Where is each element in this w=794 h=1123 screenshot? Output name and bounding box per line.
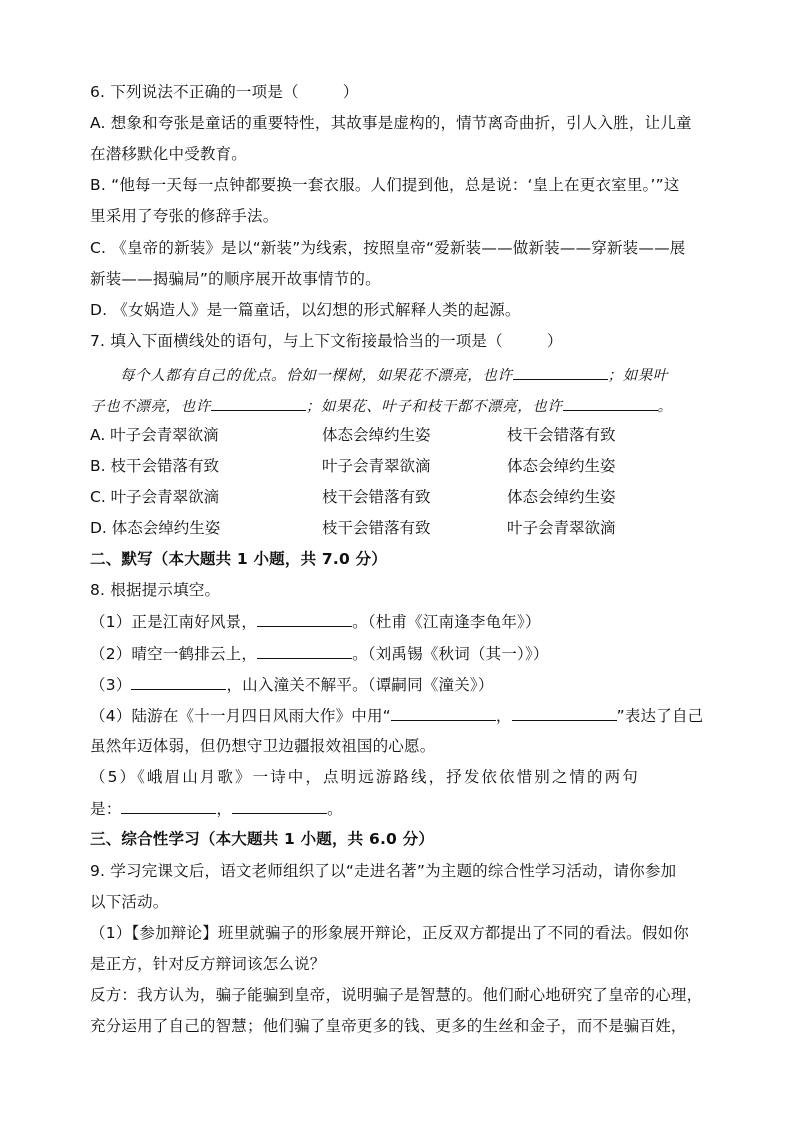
q9-stem-line1: 9. 学习完课文后，语文老师组织了以“走进名著”为主题的综合性学习活动，请你参加 bbox=[90, 862, 677, 880]
q8-item-5-line1: （5）《峨眉山月歌》一诗中，点明远游路线，抒发依依惜别之情的两句 bbox=[90, 768, 640, 786]
q8-item-4-text-end: ”表达了自己 bbox=[616, 707, 704, 725]
q8-item-4-line1 bbox=[90, 705, 710, 726]
q6-option-c-line2: 新装——揭骗局”的顺序展开故事情节的。 bbox=[90, 270, 381, 288]
q7-blank-1[interactable] bbox=[513, 364, 608, 380]
q9-sub1-line1: （1）【参加辩论】班里就骗子的形象展开辩论，正反双方都提出了不同的看法。假如你 bbox=[90, 924, 689, 942]
q7-option-b bbox=[90, 456, 710, 476]
q7-stem-close: ） bbox=[546, 332, 563, 350]
q8-item-1-source: 。（杜甫《江南逢李龟年》） bbox=[352, 613, 541, 631]
q8-blank-5a[interactable] bbox=[121, 798, 216, 814]
q7-option-c bbox=[90, 487, 710, 507]
q7-option-d-col1: D. 体态会绰约生姿 bbox=[90, 519, 221, 537]
q8-item-5-period: 。 bbox=[327, 800, 343, 818]
section2-heading: 二、默写（本大题共 1 小题，共 7.0 分） bbox=[90, 550, 387, 568]
q8-stem: 8. 根据提示填空。 bbox=[90, 581, 221, 599]
q8-item-3 bbox=[90, 674, 710, 695]
q7-option-d-col3: 叶子会青翠欲滴 bbox=[507, 519, 616, 537]
q7-option-a-col1: A. 叶子会青翠欲滴 bbox=[90, 426, 219, 444]
q7-option-d bbox=[90, 518, 710, 538]
q8-item-4-comma: ， bbox=[495, 707, 512, 725]
q7-passage-line1 bbox=[120, 364, 710, 386]
q7-option-c-col3: 体态会绰约生姿 bbox=[507, 488, 616, 506]
q7-option-b-col1: B. 枝干会错落有致 bbox=[90, 457, 219, 475]
q8-blank-3[interactable] bbox=[131, 674, 226, 690]
q8-item-1-text: （1）正是江南好风景， bbox=[90, 613, 258, 631]
q7-option-a-col2: 体态会绰约生姿 bbox=[322, 426, 431, 444]
q6-option-c-line1: C. 《皇帝的新装》是以“新装”为线索，按照皇帝“爱新装——做新装——穿新装——展 bbox=[90, 239, 686, 257]
q6-option-d: D. 《女娲造人》是一篇童话，以幻想的形式解释人类的起源。 bbox=[90, 301, 521, 319]
q6-stem-text: 6. 下列说法不正确的一项是（ bbox=[90, 83, 299, 101]
q7-passage-text-2b: ；如果花、叶子和枝干都不漂亮，也许 bbox=[305, 399, 563, 415]
q7-passage-text-1a: 每个人都有自己的优点。恰如一棵树，如果花不漂亮，也许 bbox=[120, 368, 513, 384]
q7-stem-text: 7. 填入下面横线处的语句，与上下文衔接最恰当的一项是（ bbox=[90, 332, 503, 350]
q8-item-5-label: 是： bbox=[90, 800, 122, 818]
q8-blank-5b[interactable] bbox=[232, 798, 327, 814]
q6-option-b-line2: 里采用了夸张的修辞手法。 bbox=[90, 207, 279, 225]
q6-option-a-line2: 在潜移默化中受教育。 bbox=[90, 145, 248, 163]
q6-stem bbox=[90, 82, 710, 102]
q8-blank-4b[interactable] bbox=[512, 705, 617, 721]
q7-option-b-col2: 叶子会青翠欲滴 bbox=[322, 457, 431, 475]
q8-item-4-text: （4）陆游在《十一月四日风雨大作》中用“ bbox=[90, 707, 391, 725]
q7-passage-line2 bbox=[90, 395, 710, 417]
q9-stem-line2: 以下活动。 bbox=[90, 893, 169, 911]
q8-item-3-label: （3） bbox=[90, 676, 132, 694]
q9-opponent-line2: 充分运用了自己的智慧；他们骗了皇帝更多的钱、更多的生丝和金子，而不是骗百姓， bbox=[90, 1017, 687, 1035]
q8-item-2-source: 。（刘禹锡《秋词（其一）》） bbox=[352, 645, 549, 663]
q7-option-d-col2: 枝干会错落有致 bbox=[322, 519, 431, 537]
q8-blank-1[interactable] bbox=[257, 611, 352, 627]
q7-option-b-col3: 体态会绰约生姿 bbox=[507, 457, 616, 475]
q7-option-a bbox=[90, 425, 710, 445]
q8-item-4-line2: 虽然年迈体弱，但仍想守卫边疆报效祖国的心愿。 bbox=[90, 737, 436, 755]
q8-item-1 bbox=[90, 611, 710, 632]
q8-item-2 bbox=[90, 643, 710, 664]
section3-heading: 三、综合性学习（本大题共 1 小题，共 6.0 分） bbox=[90, 830, 435, 848]
q7-blank-2[interactable] bbox=[211, 395, 306, 411]
q8-item-3-text: ，山入潼关不解平。（谭嗣同《潼关》） bbox=[226, 676, 494, 694]
q9-opponent-line1: 反方：我方认为，骗子能骗到皇帝，说明骗子是智慧的。他们耐心地研究了皇帝的心理， bbox=[90, 986, 703, 1004]
q7-stem bbox=[90, 331, 710, 351]
q7-passage-text-2c: 。 bbox=[657, 399, 673, 415]
q9-sub1-line2: 是正方，针对反方辩词该怎么说？ bbox=[90, 955, 326, 973]
q6-stem-close: ） bbox=[342, 83, 359, 101]
q8-item-5-line2 bbox=[90, 798, 710, 819]
q7-option-c-col2: 枝干会错落有致 bbox=[322, 488, 431, 506]
q7-option-a-col3: 枝干会错落有致 bbox=[507, 426, 616, 444]
q8-blank-4a[interactable] bbox=[391, 705, 496, 721]
q8-blank-2[interactable] bbox=[257, 643, 352, 659]
q6-option-a-line1: A. 想象和夸张是童话的重要特性，其故事是虚构的，情节离奇曲折，引人入胜，让儿童 bbox=[90, 114, 692, 132]
q7-option-c-col1: C. 叶子会青翠欲滴 bbox=[90, 488, 220, 506]
q8-item-5-comma: ， bbox=[216, 800, 233, 818]
q8-item-2-text: （2）晴空一鹤排云上， bbox=[90, 645, 258, 663]
q6-option-b-line1: B. “他每一天每一点钟都要换一套衣服。人们提到他，总是说：‘皇上在更衣室里。’”这 bbox=[90, 176, 680, 194]
q7-passage-text-1b: ；如果叶 bbox=[607, 368, 669, 384]
q7-blank-3[interactable] bbox=[563, 395, 658, 411]
q7-passage-text-2a: 子也不漂亮，也许 bbox=[90, 399, 211, 415]
